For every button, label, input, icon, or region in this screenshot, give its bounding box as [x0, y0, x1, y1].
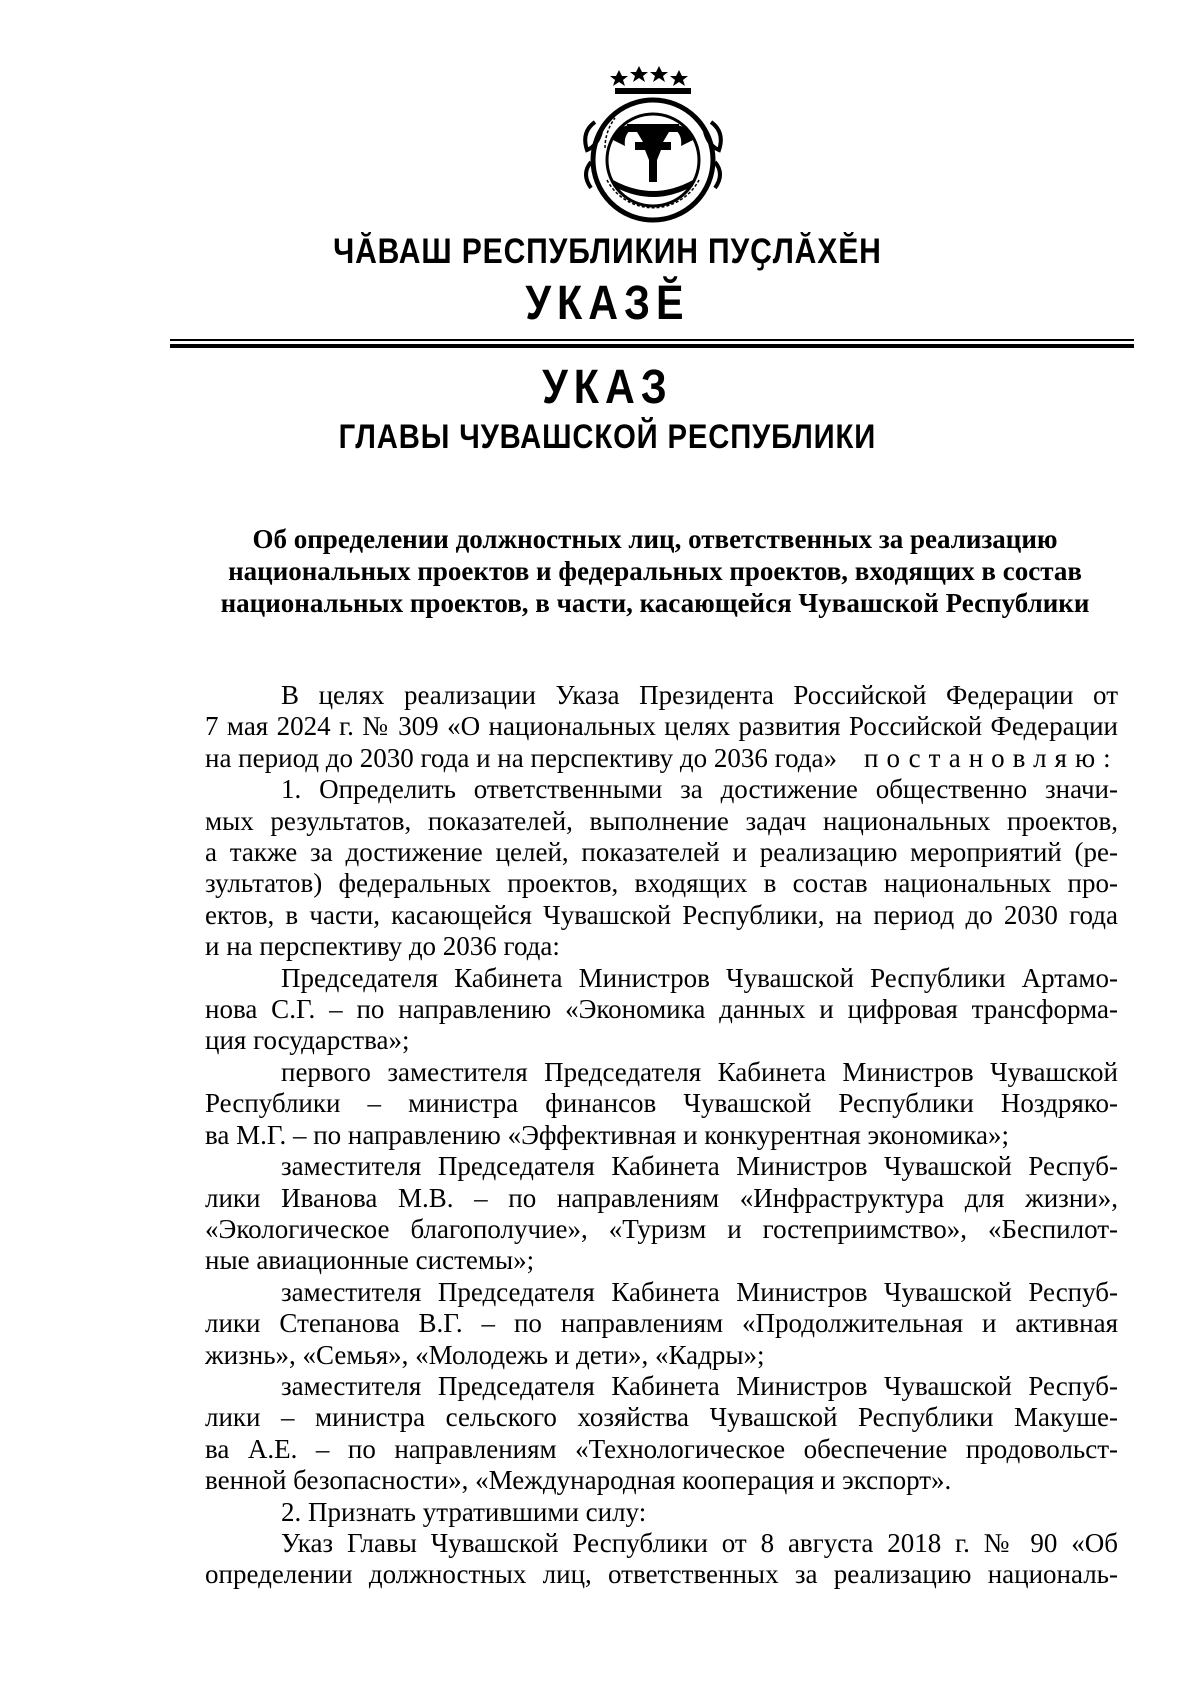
body-line: заместителя Председателя Кабинета Министров Чувашской Респуб-: [281, 1151, 1118, 1182]
body-line: «Экологическое благополучие», «Туризм и гостеприимство», «Беспилот-: [205, 1213, 1118, 1244]
title-line: Об определении должностных лиц, ответственных за реализацию: [252, 524, 1058, 554]
body-line: В целях реализации Указа Президента Российской Федерации от: [281, 680, 1118, 710]
title-line: национальных проектов и федеральных проектов, входящих в состав: [228, 556, 1082, 586]
body-line: определении должностных лиц, ответственных за реализацию националь-: [205, 1559, 1118, 1590]
body-line: лики – министра сельского хозяйства Чувашской Республики Макуше-: [205, 1402, 1118, 1433]
body-line: и на перспективу до 2036 года:: [205, 931, 560, 962]
body-line: первого заместителя Председателя Кабинета Министров Чувашской: [281, 1056, 1118, 1087]
body-line: заместителя Председателя Кабинета Министров Чувашской Респуб-: [281, 1276, 1118, 1307]
body-line: ные авиационные системы»;: [205, 1245, 535, 1276]
coat-of-arms-emblem: [573, 62, 733, 227]
body-line: 2. Признать утратившими силу:: [281, 1496, 647, 1527]
divider-thick: [170, 344, 1134, 348]
body-line: ва М.Г. – по направлению «Эффективная и конкурентная экономика»;: [205, 1119, 1010, 1150]
body-line: венной безопасности», «Международная кооперация и экспорт».: [205, 1465, 952, 1496]
body-line: 7 мая 2024 г. № 309 «О национальных целях развития Российской Федерации: [205, 711, 1118, 742]
body-line: лики Степанова В.Г. – по направлениям «Продолжительная и активная: [205, 1308, 1118, 1339]
chuvash-decree-title: УКАЗӖ: [525, 277, 690, 330]
russian-head-line: ГЛАВЫ ЧУВАШСКОЙ РЕСПУБЛИКИ: [338, 418, 877, 456]
chuvash-header-line: ЧӐВАШ РЕСПУБЛИКИН ПУҪЛӐХӖН: [333, 232, 882, 271]
decree-body: [205, 680, 1118, 1591]
body-line: Указ Главы Чувашской Республики от 8 августа 2018 г. № 90 «Об: [281, 1527, 1118, 1558]
body-line: зультатов) федеральных проектов, входящих в состав национальных про-: [205, 868, 1118, 899]
body-line: 1. Определить ответственными за достижение общественно значи-: [281, 774, 1118, 805]
crown-stars-icon: [610, 66, 691, 94]
title-line: национальных проектов, в части, касающейся Чувашской Республики: [220, 588, 1090, 618]
decree-subject-title: [180, 523, 1130, 619]
body-line: нова С.Г. – по направлению «Экономика данных и цифровая трансформа-: [205, 994, 1118, 1025]
resolution-word: постановляю:: [864, 742, 1119, 773]
body-line: [205, 743, 1118, 774]
body-line: Республики – министра финансов Чувашской Республики Ноздряко-: [205, 1088, 1118, 1119]
divider-thin: [170, 339, 1134, 341]
russian-decree-title: УКАЗ: [542, 361, 673, 414]
body-line: ция государства»;: [205, 1025, 410, 1056]
body-line: мых результатов, показателей, выполнение задач национальных проектов,: [205, 805, 1118, 836]
body-line: ектов, в части, касающейся Чувашской Республики, на период до 2030 года: [205, 899, 1118, 930]
body-line: лики Иванова М.В. – по направлениям «Инфраструктура для жизни»,: [205, 1182, 1118, 1213]
body-line: заместителя Председателя Кабинета Министров Чувашской Респуб-: [281, 1370, 1118, 1401]
body-line: ва А.Е. – по направлениям «Технологическое обеспечение продовольст-: [205, 1433, 1118, 1464]
body-line: жизнь», «Семья», «Молодежь и дети», «Кадры»;: [205, 1339, 765, 1370]
body-line: а также за достижение целей, показателей и реализацию мероприятий (ре-: [205, 837, 1118, 868]
body-line-text: на период до 2030 года и на перспективу до 2036 года»: [205, 742, 838, 773]
body-line: Председателя Кабинета Министров Чувашской Республики Артамо-: [281, 962, 1118, 993]
